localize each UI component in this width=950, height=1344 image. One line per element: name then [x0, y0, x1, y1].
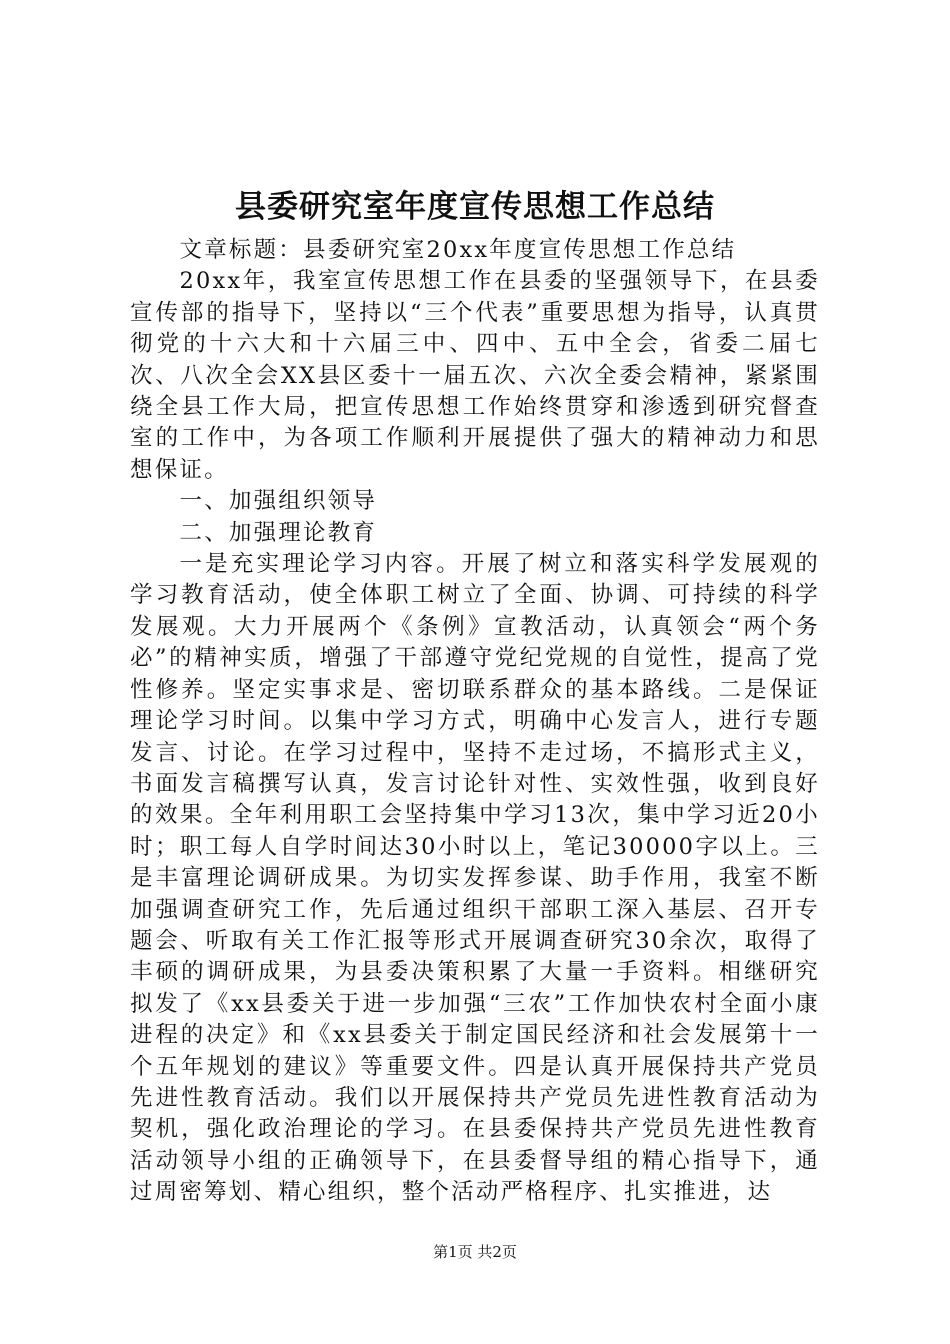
section-heading: 二、加强理论教育: [179, 519, 378, 546]
section-heading: 一、加强组织领导: [179, 488, 378, 515]
body-paragraph: 20xx年，我室宣传思想工作在县委的坚强领导下，在县委宣传部的指导下，坚持以“三个代表”重要思想为指导，认真贯彻党的十六大和十六届三中、四中、五中全会，省委二届七次、八次全会XX县区委十一届五次、六次全委会精神，紧紧围绕全县工作大局，把宣传思想工作始终贯穿和渗透到研究督查室的工作中，为各项工作顺利开展提供了强大的精神动力和思想保证。: [130, 268, 820, 483]
document-body: [130, 235, 820, 1209]
document-title: 县委研究室年度宣传思想工作总结: [235, 189, 715, 225]
article-title-line: 文章标题：县委研究室20xx年度宣传思想工作总结: [179, 237, 737, 263]
body-paragraph: 一是充实理论学习内容。开展了树立和落实科学发展观的学习教育活动，使全体职工树立了全面、协调、可持续的科学发展观。大力开展两个《条例》宣教活动，认真领会“两个务必”的精神实质，增强了干部遵守党纪党规的自觉性，提高了党性修养。坚定实事求是、密切联系群众的基本路线。二是保证理论学习时间。以集中学习方式，明确中心发言人，进行专题发言、讨论。在学习过程中，坚持不走过场，不搞形式主义，书面发言稿撰写认真，发言讨论针对性、实效性强，收到良好的效果。全年利用职工会坚持集中学习13次，集中学习近20小时；职工每人自学时间达30小时以上，笔记30000字以上。三是丰富理论调研成果。为切实发挥参谋、助手作用，我室不断加强调查研究工作，先后通过组织干部职工深入基层、召开专题会、听取有关工作汇报等形式开展调查研究30余次，取得了丰硕的调研成果，为县委决策积累了大量一手资料。相继研究拟发了《xx县委关于进一步加强“三农”工作加快农村全面小康进程的决定》和《xx县委关于制定国民经济和社会发展第十一个五年规划的建议》等重要文件。四是认真开展保持共产党员先进性教育活动。我们以开展保持共产党员先进性教育活动为契机，强化政治理论的学习。在县委保持共产党员先进性教育活动领导小组的正确领导下，在县委督导组的精心指导下，通过周密筹划、精心组织，整个活动严格程序、扎实推进，达: [130, 551, 820, 1206]
page-number: 第1页 共2页: [433, 1243, 517, 1261]
